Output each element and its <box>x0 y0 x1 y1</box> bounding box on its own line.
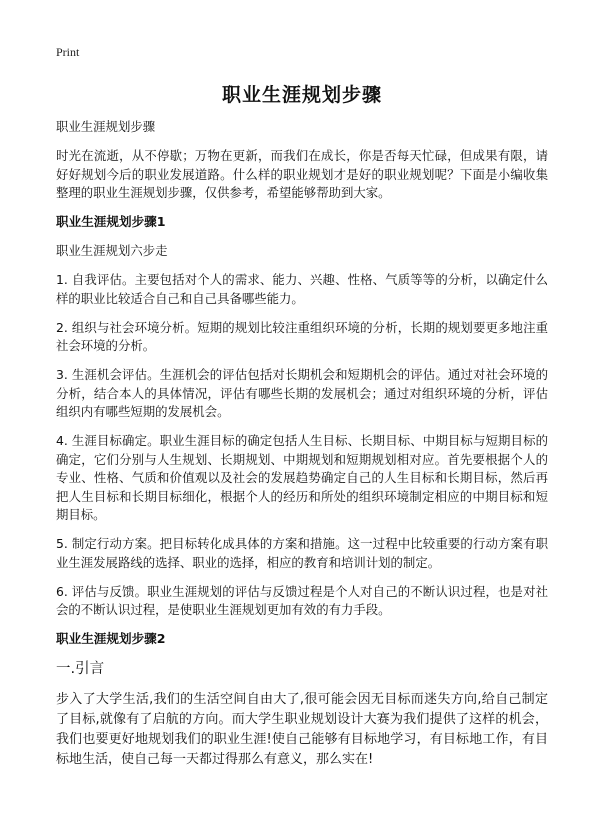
step-item-3: 3. 生涯机会评估。生涯机会的评估包括对长期机会和短期机会的评估。通过对社会环境的分析，结合本人的具体情况，评估有哪些长期的发展机会；通过对组织环境的分析，评估组织内有哪些短期的发展机会。 <box>56 367 548 419</box>
page-title: 职业生涯规划步骤 <box>221 84 382 106</box>
print-label: Print <box>56 45 80 59</box>
step-item-2: 2. 组织与社会环境分析。短期的规划比较注重组织环境的分析，长期的规划要更多地注重社会环境的分析。 <box>56 319 548 353</box>
step-item-4: 4. 生涯目标确定。职业生涯目标的确定包括人生目标、长期目标、中期目标与短期目标的确定，它们分别与人生规划、长期规划、中期规划和短期规划相对应。首先要根据个人的专业、性格、气质和价值观以及社会的发展趋势确定自己的人生目标和长期目标，然后再把人生目标和长期目标细化，根据个人的经历和所处的组织环境制定相应的中期目标和短期目标。 <box>56 433 548 522</box>
intro-paragraph: 时光在流逝，从不停歇；万物在更新，而我们在成长，你是否每天忙碌，但成果有限，请好好规划今后的职业发展道路。什么样的职业规划才是好的职业规划呢？下面是小编收集整理的职业生涯规划步骤，仅供参考，希望能够帮助到大家。 <box>56 148 548 200</box>
section1-subheading: 职业生涯规划六步走 <box>56 243 168 258</box>
section2-heading: 职业生涯规划步骤2 <box>56 631 166 646</box>
step-item-5: 5. 制定行动方案。把目标转化成具体的方案和措施。这一过程中比较重要的行动方案有职业生涯发展路线的选择、职业的选择，相应的教育和培训计划的制定。 <box>56 536 548 570</box>
subtitle: 职业生涯规划步骤 <box>56 119 156 134</box>
section2-paragraph: 步入了大学生活,我们的生活空间自由大了,很可能会因无目标而迷失方向,给自己制定了目标,就像有了启航的方向。而大学生职业规划设计大赛为我们提供了这样的机会，我们也要更好地规划我们的职业生涯!使自己能够有目标地学习，有目标地工作，有目标地生活，使自己每一天都过得那么有意义，那么实在! <box>56 692 548 767</box>
step-item-6: 6. 评估与反馈。职业生涯规划的评估与反馈过程是个人对自己的不断认识过程，也是对社会的不断认识过程，是使职业生涯规划更加有效的有力手段。 <box>56 583 548 617</box>
step-item-1: 1. 自我评估。主要包括对个人的需求、能力、兴趣、性格、气质等等的分析，以确定什么样的职业比较适合自己和自己具备哪些能力。 <box>56 272 548 306</box>
document-body <box>56 118 548 781</box>
section2-subheading: 一.引言 <box>56 661 105 677</box>
section1-heading: 职业生涯规划步骤1 <box>56 214 166 229</box>
